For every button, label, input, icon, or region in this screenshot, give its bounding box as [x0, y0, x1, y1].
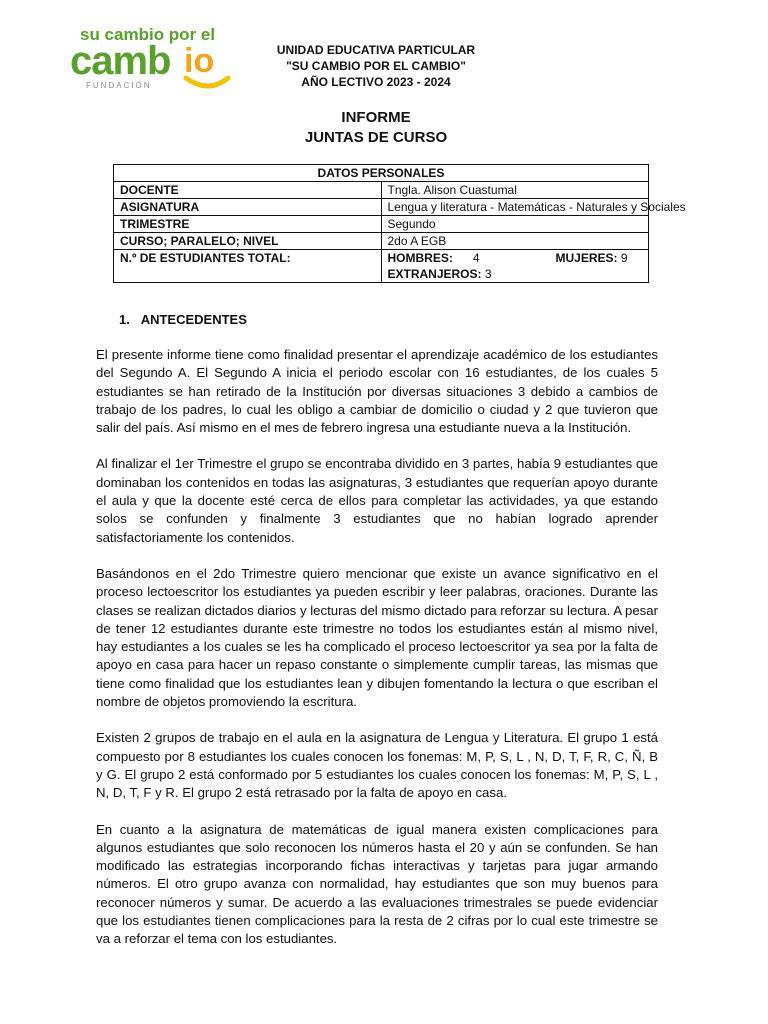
report-title-line2: JUNTAS DE CURSO [304, 129, 448, 146]
table-row [114, 199, 649, 216]
extranjeros-value: 3 [484, 267, 492, 281]
extranjeros-group [388, 266, 643, 282]
table-row [114, 182, 649, 199]
school-header [226, 42, 526, 90]
asignatura-label: ASIGNATURA [114, 199, 382, 216]
trimestre-value: Segundo [381, 216, 649, 233]
table-row [114, 216, 649, 233]
hombres-value: 4 [472, 251, 480, 265]
school-year: AÑO LECTIVO 2023 - 2024 [301, 75, 451, 89]
logo-subtitle: FUNDACIÓN [86, 81, 152, 90]
hombres-group [388, 250, 482, 266]
section-body [96, 346, 658, 967]
personal-data-table [113, 164, 686, 283]
curso-label: CURSO; PARALELO; NIVEL [114, 233, 382, 250]
table-header-row [114, 165, 649, 182]
paragraph: Existen 2 grupos de trabajo en el aula en la asignatura de Lengua y Literatura. El grupo 1 está compuesto por 8 estudiantes los cuales conocen los fonemas: M, P, S, L , N, D, T, F, R, C, Ñ, B y G. El grupo 2 está conformado por 5 estudiantes los cuales conocen los fonemas: M, P, S, L , N, D, T, F y R. El grupo 2 está retrasado por la falta de apoyo en casa. [96, 730, 658, 801]
section-number: 1. [119, 312, 130, 327]
total-label: N.º DE ESTUDIANTES TOTAL: [114, 250, 382, 283]
fundacion-logo [68, 24, 244, 96]
table-row [114, 233, 649, 250]
hombres-label: HOMBRES: [387, 251, 453, 265]
section-title: ANTECEDENTES [140, 312, 247, 327]
logo-word-end: io [184, 42, 215, 80]
paragraph: En cuanto a la asignatura de matemáticas de igual manera existen complicaciones para algunos estudiantes que solo reconocen los números hasta el 20 y aún se confunden. Se han modificado las estrategias incorporando fichas interactivas y tarjetas para jugar armando números. El otro grupo avanza con normalidad, hay estudiantes que son muy buenos para reconocer números y sumar. De acuerdo a las evaluaciones trimestrales se puede evidenciar que los estudiantes tienen complicaciones para la resta de 2 cifras por lo cual este trimestre se va a reforzar el tema con los estudiantes. [96, 821, 658, 947]
mujeres-value: 9 [620, 251, 628, 265]
docente-label: DOCENTE [114, 182, 382, 199]
logo-word: camb [70, 39, 171, 83]
paragraph: El presente informe tiene como finalidad presentar el aprendizaje académico de los estudiantes del Segundo A. El Segundo A inicia el periodo escolar con 16 estudiantes, de los cuales 5 estudiantes se han retirado de la Institución por diversas situaciones 3 debido a cambios de trabajo de los padres, lo cual les obligo a cambiar de domicilio o ciudad y 2 que tuvieron que salir del país. Así mismo en el mes de febrero ingresa una estudiante nueva a la Institución. [96, 347, 658, 436]
student-count-cell [381, 250, 649, 283]
asignatura-value: Lengua y literatura - Matemáticas - Naturales y Sociales [381, 199, 649, 216]
logo-tagline: su cambio por el [80, 25, 216, 44]
extranjeros-label: EXTRANJEROS: [387, 267, 482, 281]
curso-value: 2do A EGB [381, 233, 649, 250]
school-name: "SU CAMBIO POR EL CAMBIO" [286, 59, 466, 73]
paragraph: Basándonos en el 2do Trimestre quiero mencionar que existe un avance significativo en el proceso lectoescritor los estudiantes ya pueden escribir y leer palabras, oraciones. Durante las clases se realizan dictados diarios y lecturas del mismo dictado para reforzar su lectura. A pesar de tener 12 estudiantes durante este trimestre no todos los estudiantes están al mismo nivel, hay estudiantes a los cuales se les ha complicado el proceso lectoescritor ya sea por la falta de apoyo en casa para hacer un repaso constante o simplemente cumplir tareas, las mismas que tiene como finalidad que los estudiantes lean y dibujen fomentando la lectura o que escriban el nombre de objetos promoviendo la escritura. [96, 565, 658, 710]
mujeres-group [556, 250, 628, 266]
section-heading [119, 312, 247, 327]
table-header: DATOS PERSONALES [114, 165, 649, 182]
school-type: UNIDAD EDUCATIVA PARTICULAR [276, 43, 476, 57]
paragraph: Al finalizar el 1er Trimestre el grupo se encontraba dividido en 3 partes, había 9 estudiantes que dominaban los contenidos en todas las asignaturas, 3 estudiantes que requerían apoyo durante el aula y que la docente esté cerca de ellos para completar las actividades, ya que estando solos se confunden y finalmente 3 estudiantes que no habían logrado aprender satisfactoriamente los contenidos. [96, 456, 658, 545]
table-row [114, 250, 649, 283]
mujeres-label: MUJERES: [555, 251, 618, 265]
report-title-line1: INFORME [341, 109, 411, 126]
gender-counts [388, 250, 643, 266]
trimestre-label: TRIMESTRE [114, 216, 382, 233]
report-title [226, 108, 526, 148]
docente-value: Tngla. Alison Cuastumal [381, 182, 649, 199]
